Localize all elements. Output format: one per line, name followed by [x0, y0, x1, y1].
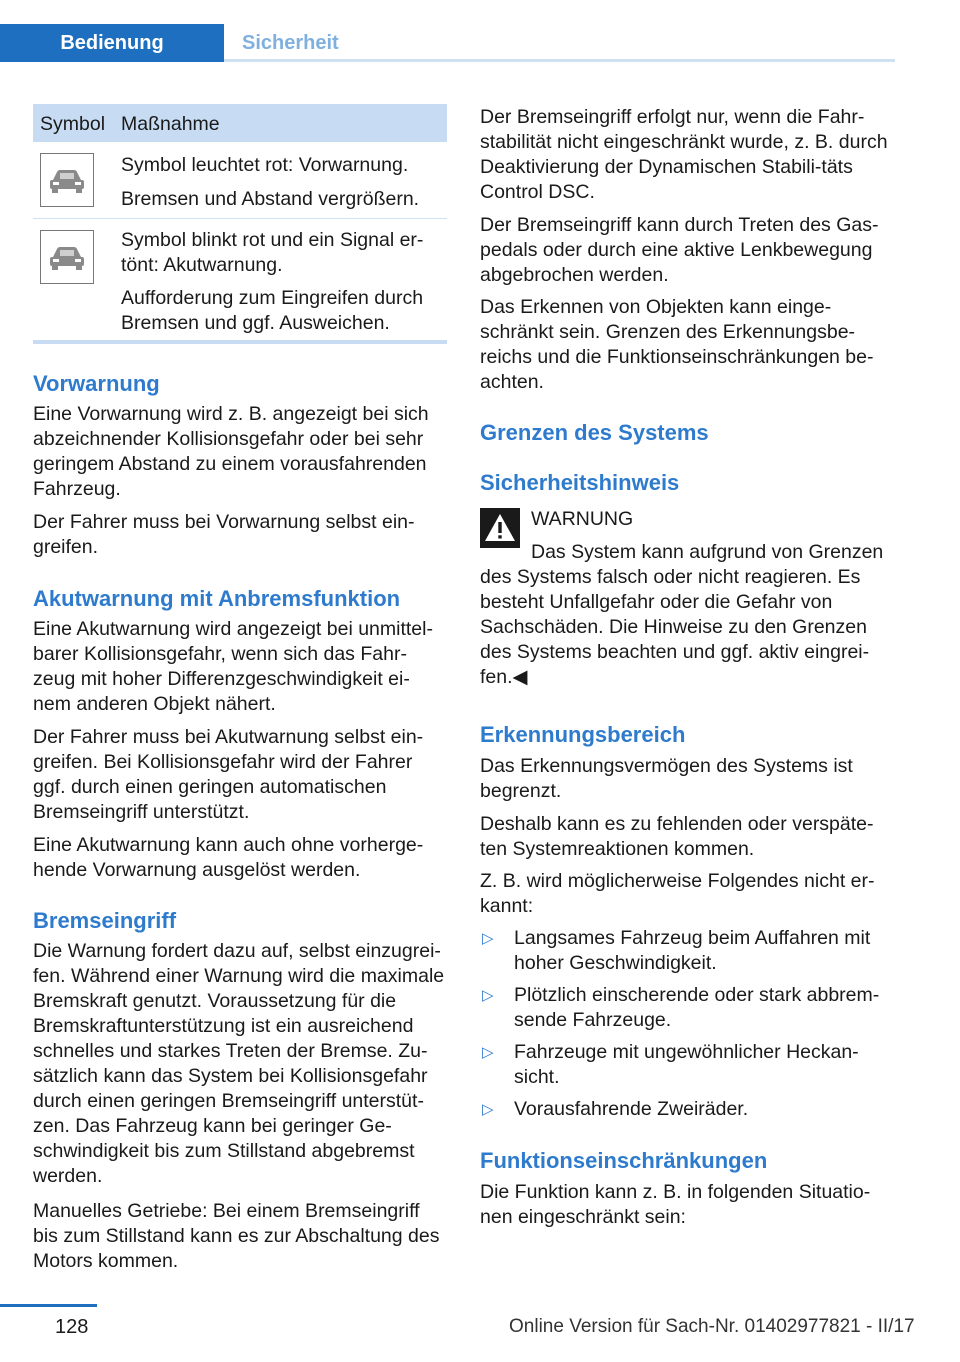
heading-erkennungsbereich: Erkennungsbereich — [480, 722, 686, 747]
page-number: 128 — [55, 1316, 89, 1338]
heading-grenzen: Grenzen des Systems — [480, 420, 709, 445]
tab-sicherheit[interactable]: Sicherheit — [242, 31, 339, 54]
erk-paragraph-1: Das Erkennungsvermögen des Systems ist begrenzt. — [480, 755, 853, 802]
col-header-symbol: Symbol — [40, 113, 106, 135]
warning-triangle-icon — [480, 508, 520, 548]
online-version-note: Online Version für Sach-Nr. 01402977821 - II/17 — [509, 1316, 915, 1337]
car-front-icon — [40, 153, 94, 207]
right-paragraph-2: Der Bremseingriff kann durch Treten des Gas-pedals oder durch eine aktive Lenkbewegung abgebrochen werden. — [480, 214, 879, 286]
not-detected-list — [480, 926, 892, 1122]
row2-text1b: tönt: Akutwarnung. — [121, 254, 283, 276]
table-row — [33, 142, 447, 219]
funk-paragraph-1: Die Funktion kann z. B. in folgenden Situatio-nen eingeschränkt sein: — [480, 1181, 871, 1228]
tab-underline — [224, 59, 895, 62]
tab-bedienung[interactable]: Bedienung — [0, 24, 224, 62]
right-paragraph-3: Das Erkennen von Objekten kann einge-schränkt sein. Grenzen des Erkennungsbe-reichs und die Funktionseinschränkungen be-achten. — [480, 296, 874, 393]
list-item: ▷ Langsames Fahrzeug beim Auffahren mit hoher Geschwindigkeit. — [482, 927, 871, 974]
table-bottom-rule — [33, 340, 447, 344]
heading-bremseingriff: Bremseingriff — [33, 908, 177, 933]
header-tabs — [0, 24, 895, 62]
car-front-icon — [40, 230, 94, 284]
brems-paragraph-2: Manuelles Getriebe: Bei einem Bremseingriff bis zum Stillstand kann es zur Abschaltung des Motors kommen. — [33, 1200, 440, 1272]
erk-paragraph-2: Deshalb kann es zu fehlenden oder verspäte-ten Systemreaktionen kommen. — [480, 813, 874, 860]
heading-akutwarnung: Akutwarnung mit Anbremsfunktion — [33, 586, 401, 611]
vorwarnung-paragraph-1: Eine Vorwarnung wird z. B. angezeigt bei sich abzeichnender Kollisionsgefahr oder bei sehr geringem Abstand zu einem vorausfahrenden Fahrzeug. — [33, 403, 429, 500]
list-item: ▷ Fahrzeuge mit ungewöhnlicher Heckan-sicht. — [482, 1041, 859, 1088]
heading-sicherheitshinweis: Sicherheitshinweis — [480, 470, 680, 495]
bullet-triangle-icon: ▷ — [482, 987, 494, 1004]
warning-label: WARNUNG — [531, 508, 634, 530]
bullet-triangle-icon: ▷ — [482, 1101, 494, 1118]
list-item: ▷ Plötzlich einscherende oder stark abbrem-sende Fahrzeuge. — [482, 984, 880, 1031]
akut-paragraph-3: Eine Akutwarnung kann auch ohne vorherge-hende Vorwarnung ausgelöst werden. — [33, 834, 424, 881]
symbol-table — [33, 104, 447, 344]
warning-text: des Systems falsch oder nicht reagieren. Es besteht Unfallgefahr oder die Gefahr von Sachschäden. Die Hinweise zu den Grenzen des Systems beachten und ggf. aktiv eingrei-fen.◀ — [480, 566, 870, 688]
bullet-triangle-icon: ▷ — [482, 1044, 494, 1061]
col-header-action: Maßnahme — [121, 113, 220, 135]
right-paragraph-1: Der Bremseingriff erfolgt nur, wenn die Fahr-stabilität nicht eingeschränkt wurde, z. B. durch Deaktivierung der Dynamischen Stabili-täts Control DSC. — [480, 106, 888, 203]
row2-text2a: Aufforderung zum Eingreifen durch — [121, 287, 424, 309]
table-header — [33, 104, 447, 142]
list-item: ▷ Vorausfahrende Zweiräder. — [482, 1098, 749, 1120]
heading-vorwarnung: Vorwarnung — [33, 371, 160, 396]
brems-paragraph-1: Die Warnung fordert dazu auf, selbst einzugrei-fen. Während einer Warnung wird die maximale Bremskraft genutzt. Voraussetzung für die Bremskraftunterstützung ist ein ausreichend schnelles und starkes Treten der Bremse. Zu-sätzlich kann das System bei Kollisionsgefahr durch einen geringen Bremseingriff unterstüt-zen. Das Fahrzeug kann bei geringer Ge-schwindigkeit bis zum Stillstand abgebremst werden. — [33, 940, 445, 1187]
row2-text2b: Bremsen und ggf. Ausweichen. — [121, 312, 390, 334]
table-row — [33, 219, 447, 340]
vorwarnung-paragraph-2: Der Fahrer muss bei Vorwarnung selbst ein-greifen. — [33, 511, 415, 558]
bullet-triangle-icon: ▷ — [482, 930, 494, 947]
erk-paragraph-3: Z. B. wird möglicherweise Folgendes nicht er-kannt: — [480, 870, 875, 917]
row1-text1: Symbol leuchtet rot: Vorwarnung. — [121, 154, 409, 176]
akut-paragraph-1: Eine Akutwarnung wird angezeigt bei unmittel-barer Kollisionsgefahr, wenn sich das Fahr-zeug mit hoher Differenzgeschwindigkeit ei-nem anderen Objekt nähert. — [33, 618, 433, 715]
warning-text-line1: Das System kann aufgrund von Grenzen — [531, 541, 884, 563]
heading-funktionseinschraenkungen: Funktionseinschränkungen — [480, 1148, 768, 1173]
footer-rule — [0, 1304, 97, 1307]
row2-text1a: Symbol blinkt rot und ein Signal er- — [121, 229, 424, 251]
row1-text2: Bremsen und Abstand vergrößern. — [121, 188, 420, 210]
akut-paragraph-2: Der Fahrer muss bei Akutwarnung selbst ein-greifen. Bei Kollisionsgefahr wird der Fahrer ggf. durch einen geringen automatischen Bremseingriff unterstützt. — [33, 726, 424, 823]
